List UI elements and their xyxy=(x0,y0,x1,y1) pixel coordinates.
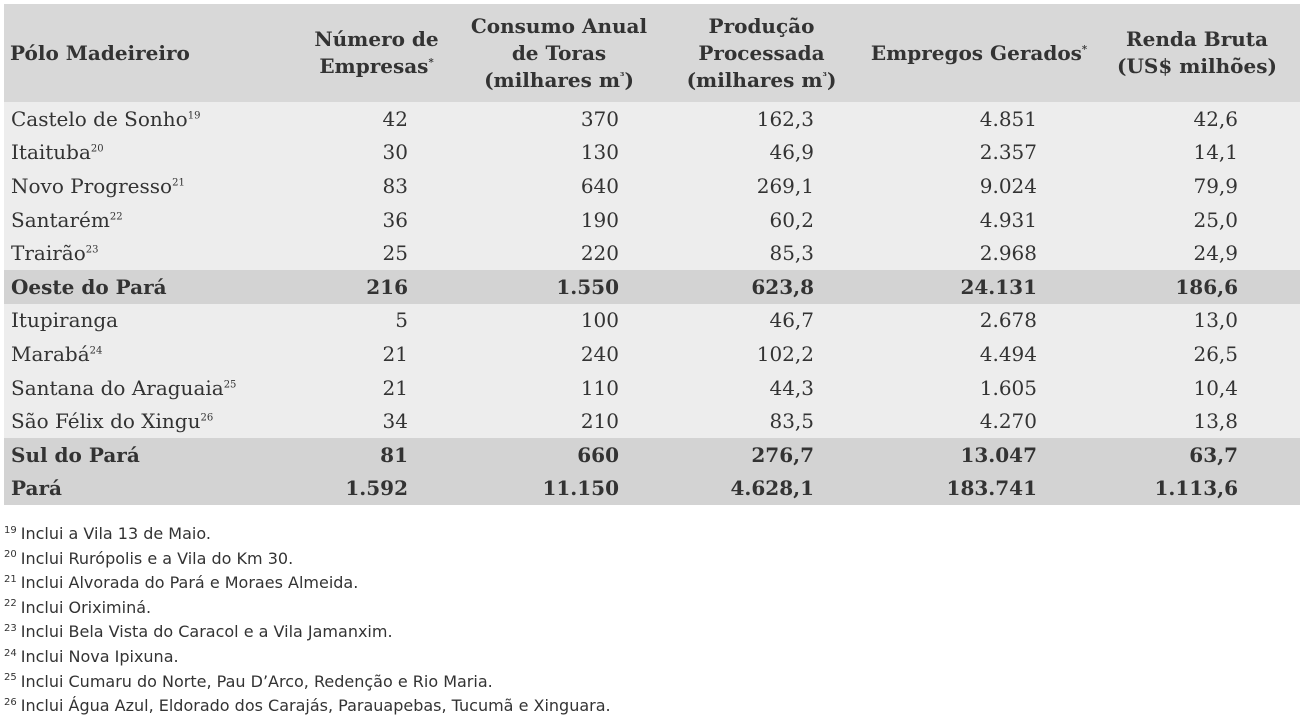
hub-name: Sul do Pará xyxy=(11,442,140,467)
timber-hub-table xyxy=(4,4,1300,505)
hub-name-cell xyxy=(4,270,294,304)
column-header-line: Processada xyxy=(698,40,825,65)
value-cell: 2.678 xyxy=(979,308,1037,333)
table-row xyxy=(4,102,1300,136)
hub-name-cell xyxy=(4,337,294,371)
hub-name: Itaituba xyxy=(11,140,91,165)
value-cell: 9.024 xyxy=(979,173,1037,198)
value-cell: 21 xyxy=(382,375,408,400)
hub-name: Itupiranga xyxy=(11,308,119,333)
value-cell: 85,3 xyxy=(769,241,814,266)
value-cell: 26,5 xyxy=(1193,341,1238,366)
value-cell: 42 xyxy=(382,106,408,131)
column-header xyxy=(864,4,1094,102)
table-row xyxy=(4,203,1300,237)
column-header-sup: ³ xyxy=(822,70,827,82)
footnote-number: 21 xyxy=(4,573,17,585)
table-header xyxy=(4,4,1300,102)
value-cell: 130 xyxy=(580,140,619,165)
footnote-ref: 20 xyxy=(90,143,104,155)
value-cell: 276,7 xyxy=(751,442,814,467)
footnote-ref: 26 xyxy=(200,412,214,424)
table-row xyxy=(4,136,1300,170)
value-cell: 1.550 xyxy=(556,274,619,299)
column-header-line: Produção xyxy=(708,13,815,38)
header-row xyxy=(4,4,1300,102)
value-cell: 640 xyxy=(580,173,619,198)
column-header-line: (milhares m xyxy=(686,67,823,92)
hub-name: Oeste do Pará xyxy=(11,274,167,299)
value-cell: 34 xyxy=(382,409,408,434)
footnotes xyxy=(4,522,611,719)
value-cell: 623,8 xyxy=(751,274,814,299)
value-cell: 2.968 xyxy=(979,241,1037,266)
value-cell: 14,1 xyxy=(1193,140,1238,165)
table-body xyxy=(4,102,1300,505)
footnote-text: Inclui Nova Ipixuna. xyxy=(20,646,179,666)
total-row xyxy=(4,438,1300,472)
footnote-ref: 23 xyxy=(85,244,99,256)
hub-name-cell xyxy=(4,371,294,405)
value-cell: 30 xyxy=(382,140,408,165)
column-header xyxy=(459,4,659,102)
data-table-container xyxy=(4,4,1300,505)
value-cell: 13,0 xyxy=(1193,308,1238,333)
hub-name-cell xyxy=(4,304,294,338)
column-header-line: Número de xyxy=(314,27,439,51)
footnote-number: 19 xyxy=(4,524,17,536)
column-header xyxy=(659,4,864,102)
footnote xyxy=(4,620,611,645)
value-cell: 4.931 xyxy=(979,207,1037,232)
value-cell: 83 xyxy=(382,173,408,198)
column-header xyxy=(294,4,459,102)
table-row xyxy=(4,169,1300,203)
value-cell: 210 xyxy=(580,409,619,434)
table-row xyxy=(4,304,1300,338)
footnote-text: Inclui Água Azul, Eldorado dos Carajás, Parauapebas, Tucumã e Xinguara. xyxy=(20,696,611,716)
footnote-text: Inclui Alvorada do Pará e Moraes Almeida. xyxy=(20,573,359,593)
footnote-number: 22 xyxy=(4,598,17,610)
footnote-ref: 25 xyxy=(223,378,237,390)
value-cell: 44,3 xyxy=(769,375,814,400)
column-header-line: Pólo Madeireiro xyxy=(10,40,190,65)
footnote xyxy=(4,596,611,621)
value-cell: 10,4 xyxy=(1193,375,1238,400)
column-header xyxy=(4,4,294,102)
footnote-ref: 21 xyxy=(172,177,185,189)
column-header-sup: * xyxy=(428,57,434,69)
footnote xyxy=(4,645,611,670)
value-cell: 216 xyxy=(366,274,408,299)
table-row xyxy=(4,371,1300,405)
footnote-number: 20 xyxy=(4,549,17,561)
value-cell: 1.592 xyxy=(345,476,408,501)
value-cell: 186,6 xyxy=(1175,274,1238,299)
value-cell: 42,6 xyxy=(1193,106,1238,131)
value-cell: 13.047 xyxy=(960,442,1037,467)
footnote xyxy=(4,571,611,596)
footnote-number: 25 xyxy=(4,672,17,684)
value-cell: 36 xyxy=(382,207,408,232)
value-cell: 21 xyxy=(382,341,408,366)
footnote-number: 24 xyxy=(4,647,17,659)
value-cell: 1.605 xyxy=(979,375,1037,400)
value-cell: 183.741 xyxy=(946,476,1037,501)
value-cell: 102,2 xyxy=(756,341,814,366)
hub-name-cell xyxy=(4,438,294,472)
value-cell: 13,8 xyxy=(1193,409,1238,434)
hub-name-cell xyxy=(4,136,294,170)
value-cell: 110 xyxy=(580,375,619,400)
footnote-text: Inclui Bela Vista do Caracol e a Vila Jamanxim. xyxy=(20,622,393,642)
footnote xyxy=(4,694,611,719)
column-header-sup: * xyxy=(1081,43,1088,55)
column-header-line: (milhares m xyxy=(484,67,621,92)
footnote-number: 23 xyxy=(4,623,17,635)
footnote-text: Inclui Cumaru do Norte, Pau D’Arco, Redenção e Rio Maria. xyxy=(20,671,493,691)
hub-name-cell xyxy=(4,404,294,438)
hub-name: São Félix do Xingu xyxy=(11,409,201,434)
value-cell: 24,9 xyxy=(1193,241,1238,266)
value-cell: 46,9 xyxy=(769,140,814,165)
table-row xyxy=(4,236,1300,270)
value-cell: 660 xyxy=(577,442,619,467)
column-header-line: Empresas xyxy=(319,54,429,78)
value-cell: 2.357 xyxy=(979,140,1037,165)
value-cell: 46,7 xyxy=(769,308,814,333)
value-cell: 220 xyxy=(580,241,619,266)
hub-name: Trairão xyxy=(11,241,86,266)
hub-name: Castelo de Sonho xyxy=(11,106,188,131)
hub-name-cell xyxy=(4,102,294,136)
footnote-ref: 24 xyxy=(89,345,103,357)
value-cell: 63,7 xyxy=(1189,442,1238,467)
column-header-line: de Toras xyxy=(511,40,607,65)
table-row xyxy=(4,337,1300,371)
value-cell: 79,9 xyxy=(1193,173,1238,198)
column-header-line: Consumo Anual xyxy=(470,13,648,38)
value-cell: 81 xyxy=(380,442,408,467)
table-row xyxy=(4,404,1300,438)
hub-name: Santarém xyxy=(11,207,110,232)
value-cell: 1.113,6 xyxy=(1154,476,1238,501)
footnote-ref: 22 xyxy=(109,210,123,222)
value-cell: 240 xyxy=(580,341,619,366)
value-cell: 4.494 xyxy=(979,341,1037,366)
value-cell: 4.270 xyxy=(979,409,1037,434)
hub-name-cell xyxy=(4,236,294,270)
footnote-text: Inclui Rurópolis e a Vila do Km 30. xyxy=(20,548,294,568)
hub-name: Pará xyxy=(11,476,62,501)
hub-name: Novo Progresso xyxy=(11,173,173,198)
footnote-text: Inclui Oriximiná. xyxy=(20,597,152,617)
column-header-line: Empregos Gerados xyxy=(870,40,1082,65)
footnote xyxy=(4,547,611,572)
hub-name: Santana do Araguaia xyxy=(11,375,224,400)
value-cell: 100 xyxy=(580,308,619,333)
value-cell: 4.851 xyxy=(979,106,1037,131)
value-cell: 162,3 xyxy=(756,106,814,131)
column-header xyxy=(1094,4,1300,102)
hub-name: Marabá xyxy=(11,341,90,366)
value-cell: 370 xyxy=(580,106,619,131)
value-cell: 190 xyxy=(580,207,619,232)
column-header-suffix: ) xyxy=(826,67,837,92)
column-header-sup: ³ xyxy=(620,70,625,82)
value-cell: 269,1 xyxy=(756,173,814,198)
value-cell: 60,2 xyxy=(769,207,814,232)
hub-name-cell xyxy=(4,203,294,237)
value-cell: 83,5 xyxy=(769,409,814,434)
column-header-line: (US$ milhões) xyxy=(1117,54,1277,78)
hub-name-cell xyxy=(4,169,294,203)
footnote xyxy=(4,522,611,547)
value-cell: 5 xyxy=(395,308,408,333)
column-header-suffix: ) xyxy=(624,67,634,92)
total-row xyxy=(4,270,1300,304)
footnote-ref: 19 xyxy=(187,110,201,122)
value-cell: 11.150 xyxy=(542,476,619,501)
value-cell: 25,0 xyxy=(1193,207,1238,232)
total-row xyxy=(4,472,1300,506)
hub-name-cell xyxy=(4,472,294,506)
footnote xyxy=(4,670,611,695)
footnote-text: Inclui a Vila 13 de Maio. xyxy=(20,524,211,543)
value-cell: 25 xyxy=(382,241,408,266)
column-header-line: Renda Bruta xyxy=(1126,27,1268,51)
footnote-number: 26 xyxy=(4,696,17,708)
value-cell: 24.131 xyxy=(960,274,1037,299)
value-cell: 4.628,1 xyxy=(730,476,814,501)
